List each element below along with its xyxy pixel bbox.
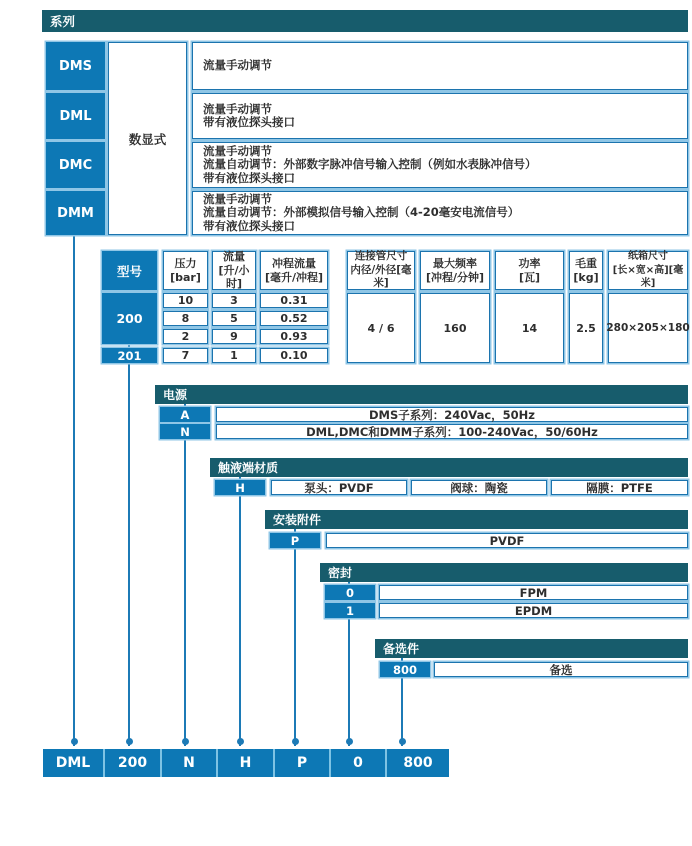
seal-desc-epdm <box>379 603 688 618</box>
mounting-code-p <box>270 533 320 548</box>
wetted-cell-label: 泵头：PVDF <box>304 480 374 495</box>
options-code-800 <box>380 662 430 677</box>
series-desc-line: 流量手动调节 <box>203 101 272 116</box>
connector-line <box>239 468 241 746</box>
mounting-header-bar <box>265 510 688 529</box>
power-desc-a-label: DMS子系列：240Vac，50Hz <box>369 407 535 422</box>
hdr-line: 内径/外径[毫米] <box>350 263 412 290</box>
spec-header-power <box>495 251 564 290</box>
spec-header-model-label: 型号 <box>116 263 142 279</box>
hdr-line: [冲程/分钟] <box>425 270 485 284</box>
spec-value: 160 <box>443 321 467 335</box>
spec-model-200 <box>102 293 157 344</box>
series-desc-line: 流量手动调节 <box>203 58 272 73</box>
connector-dot <box>292 738 299 745</box>
spec-value: 8 <box>181 312 190 325</box>
spec-model-201 <box>102 348 157 363</box>
code-segment-label: P <box>296 755 308 771</box>
seal-desc-fpm-label: FPM <box>519 585 548 600</box>
spec-value: 0.93 <box>280 330 308 343</box>
options-header-label: 备选件 <box>383 642 420 656</box>
spec-cell <box>212 311 256 326</box>
series-desc-line: 带有液位探头接口 <box>203 170 295 185</box>
mounting-header-label: 安装附件 <box>273 513 322 527</box>
spec-merged-power <box>495 293 564 363</box>
connector-dot <box>237 738 244 745</box>
connector-dot <box>399 738 406 745</box>
spec-value: 9 <box>230 330 238 343</box>
spec-value: 5 <box>230 312 238 325</box>
code-segment-seal <box>329 749 385 777</box>
power-code-n <box>160 424 210 439</box>
power-code-a-label: A <box>180 407 190 422</box>
hdr-line: [bar] <box>170 270 201 284</box>
series-desc-line: 流量自动调节：外部数字脉冲信号输入控制（例如水表脉冲信号） <box>203 157 537 172</box>
hdr-line: 纸箱尺寸 <box>628 251 668 263</box>
spec-cell <box>260 293 328 308</box>
wetted-code-h <box>215 480 265 495</box>
seal-code-1 <box>325 603 375 618</box>
wetted-header-bar <box>210 458 688 477</box>
code-segment-options <box>385 749 449 777</box>
seal-header-bar <box>320 563 688 582</box>
power-header-label: 电源 <box>163 388 188 402</box>
series-code-dmm <box>46 191 105 235</box>
spec-merged-carton <box>608 293 688 363</box>
series-code-dml-label: DML <box>59 108 92 124</box>
series-desc-dmm <box>192 191 688 235</box>
spec-value: 14 <box>521 321 538 335</box>
spec-value: 0.52 <box>280 312 308 325</box>
options-header-bar <box>375 639 688 658</box>
series-code-dms-label: DMS <box>58 58 93 74</box>
series-desc-dml <box>192 93 688 139</box>
series-desc-line: 带有液位探头接口 <box>203 218 295 233</box>
code-segment-label: 200 <box>117 755 148 771</box>
code-segment-model <box>103 749 160 777</box>
code-segment-mounting <box>273 749 329 777</box>
series-desc-line: 流量手动调节 <box>203 143 272 158</box>
hdr-line: 连接管尺寸 <box>354 250 408 263</box>
spec-cell <box>163 311 208 326</box>
spec-merged-weight <box>569 293 603 363</box>
code-segment-label: 800 <box>403 755 433 771</box>
series-display-type-label: 数显式 <box>128 131 167 147</box>
spec-cell <box>260 311 328 326</box>
spec-value: 4 / 6 <box>367 321 395 335</box>
hdr-line: 功率 <box>518 257 541 270</box>
connector-dot <box>346 738 353 745</box>
series-desc-line: 流量自动调节：外部模拟信号输入控制（4-20毫安电流信号） <box>203 205 520 220</box>
spec-header-flow <box>212 251 256 290</box>
series-header-bar <box>42 10 688 32</box>
wetted-cell-label: 阀球：陶瓷 <box>450 480 508 495</box>
spec-header-carton <box>608 251 688 290</box>
code-segment-label: 0 <box>353 755 363 771</box>
spec-cell <box>260 329 328 344</box>
code-segment-label: DML <box>55 755 91 771</box>
spec-header-pipe <box>347 251 415 290</box>
spec-cell <box>163 293 208 308</box>
spec-merged-freq <box>420 293 490 363</box>
spec-value: 280×205×180 <box>606 322 690 334</box>
series-desc-line: 带有液位探头接口 <box>203 115 295 129</box>
mounting-code-p-label: P <box>290 533 300 548</box>
model-code-bar <box>43 749 449 777</box>
connector-line <box>184 395 186 746</box>
spec-header-weight <box>569 251 603 290</box>
spec-header-model <box>102 251 157 290</box>
hdr-line: 压力 <box>174 257 197 270</box>
spec-model-201-label: 201 <box>117 348 142 363</box>
seal-desc-fpm <box>379 585 688 600</box>
series-display-type-box <box>108 42 187 235</box>
series-desc-line: 流量手动调节 <box>203 191 272 206</box>
series-code-dmm-label: DMM <box>57 205 94 221</box>
code-segment-label: N <box>183 755 195 771</box>
spec-header-stroke <box>260 251 328 290</box>
spec-value: 0.31 <box>280 294 308 307</box>
hdr-line: 毛重 <box>575 257 597 270</box>
connector-dot <box>71 738 78 745</box>
options-desc <box>434 662 688 677</box>
seal-code-0-label: 0 <box>345 585 354 600</box>
spec-value: 10 <box>177 294 194 307</box>
power-code-n-label: N <box>180 424 190 439</box>
series-desc-dmc <box>192 142 688 188</box>
seal-code-1-label: 1 <box>345 603 354 618</box>
series-desc-dms <box>192 42 688 90</box>
series-code-dmc-label: DMC <box>58 157 93 173</box>
seal-code-0 <box>325 585 375 600</box>
mounting-desc <box>326 533 688 548</box>
options-desc-label: 备选 <box>549 662 573 677</box>
options-code-800-label: 800 <box>392 662 417 677</box>
code-segment-series <box>43 749 103 777</box>
spec-value: 7 <box>181 349 190 362</box>
spec-value: 3 <box>230 294 238 307</box>
wetted-header-label: 触液端材质 <box>218 461 279 475</box>
connector-line <box>294 520 296 746</box>
code-segment-power <box>160 749 216 777</box>
series-code-dml <box>46 93 105 139</box>
hdr-line: 最大频率 <box>433 257 477 270</box>
wetted-cell-label: 隔膜：PTFE <box>586 480 653 495</box>
spec-cell <box>163 348 208 363</box>
spec-header-freq <box>420 251 490 290</box>
spec-merged-pipe <box>347 293 415 363</box>
hdr-line: [长×宽×高][毫米] <box>612 264 684 290</box>
spec-cell <box>212 293 256 308</box>
hdr-line: 流量 <box>223 250 245 264</box>
power-header-bar <box>155 385 688 404</box>
series-code-dmc <box>46 142 105 188</box>
spec-cell <box>163 329 208 344</box>
spec-model-200-label: 200 <box>116 311 143 326</box>
spec-value: 2 <box>181 330 190 343</box>
spec-header-pressure <box>163 251 208 290</box>
power-desc-n <box>216 424 688 439</box>
series-header-label: 系列 <box>50 14 76 29</box>
seal-header-label: 密封 <box>328 566 353 580</box>
series-code-dms <box>46 42 105 90</box>
wetted-cell-pump-head <box>271 480 407 495</box>
spec-value: 2.5 <box>576 321 596 335</box>
spec-cell <box>212 329 256 344</box>
hdr-line: [升/小时] <box>218 263 250 291</box>
hdr-line: 冲程流量 <box>272 257 316 270</box>
connector-dot <box>182 738 189 745</box>
hdr-line: [kg] <box>573 270 599 284</box>
hdr-line: [毫升/冲程] <box>264 270 324 284</box>
spec-value: 1 <box>230 349 238 362</box>
wetted-cell-diaphragm <box>551 480 688 495</box>
code-segment-wetted <box>216 749 273 777</box>
hdr-line: [瓦] <box>518 270 541 284</box>
seal-desc-epdm-label: EPDM <box>514 603 553 618</box>
spec-cell <box>260 348 328 363</box>
connector-dot <box>126 738 133 745</box>
power-desc-a <box>216 407 688 422</box>
power-code-a <box>160 407 210 422</box>
code-segment-label: H <box>239 755 252 771</box>
spec-value: 0.10 <box>280 349 308 362</box>
spec-cell <box>212 348 256 363</box>
wetted-cell-valve-ball <box>411 480 547 495</box>
mounting-desc-label: PVDF <box>489 533 525 548</box>
wetted-code-h-label: H <box>235 480 245 495</box>
power-desc-n-label: DML,DMC和DMM子系列：100-240Vac，50/60Hz <box>306 424 598 439</box>
